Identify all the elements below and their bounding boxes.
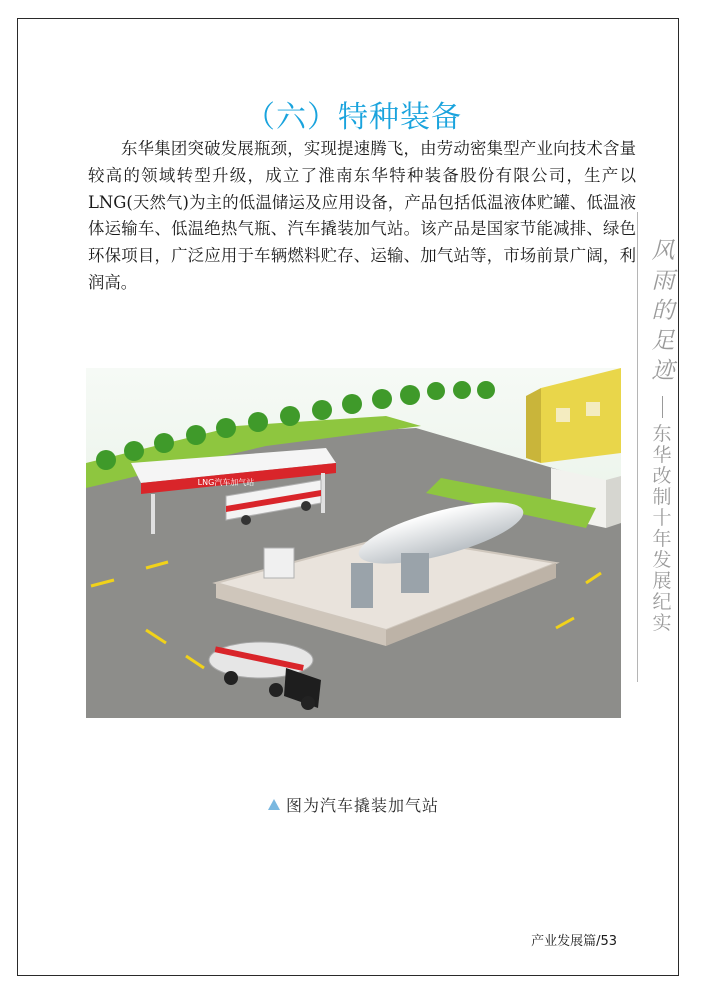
side-subtitle-char: 制 — [652, 486, 672, 508]
side-divider — [637, 212, 638, 682]
canopy-sign-text: LNG汽车加气站 — [197, 478, 255, 487]
subtitle-dash — [662, 396, 663, 418]
side-subtitle-char: 展 — [652, 570, 672, 592]
side-title-char: 的 — [651, 298, 675, 324]
page-footer: 产业发展篇/53 — [531, 934, 617, 949]
caption-text: 图为汽车撬装加气站 — [285, 796, 439, 815]
side-subtitle-char: 纪 — [652, 591, 672, 613]
illustration-svg — [86, 368, 621, 718]
side-title-char: 雨 — [651, 268, 675, 294]
side-subtitle-char: 实 — [652, 612, 672, 634]
side-subtitle — [648, 396, 676, 634]
side-subtitle-char: 年 — [652, 528, 672, 550]
figure-caption — [0, 793, 707, 816]
section-heading: （六）特种装备 — [245, 100, 462, 135]
caption-triangle-icon — [268, 799, 280, 810]
side-title-char: 风 — [651, 238, 675, 264]
side-title-char: 足 — [651, 328, 675, 354]
side-subtitle-char: 东 — [652, 423, 672, 445]
body-paragraph: 东华集团突破发展瓶颈，实现提速腾飞，由劳动密集型产业向技术含量较高的领域转型升级，成立了淮南东华特种装备股份有限公司，生产以LNG(天然气)为主的低温储运及应用设备，产品包括低温液体贮罐、低温液体运输车、低温绝热气瓶、汽车撬装加气站。该产品是国家节能减排、绿色环保项目，广泛应用于车辆燃料贮存、运输、加气站等，市场前景广阔，利润高。 — [88, 139, 636, 292]
vaporizer — [401, 553, 429, 593]
side-subtitle-char: 十 — [652, 507, 672, 529]
side-subtitle-char: 发 — [652, 549, 672, 571]
gas-station-illustration — [86, 368, 621, 718]
side-subtitle-char: 华 — [652, 444, 672, 466]
side-title-char: 迹 — [651, 358, 675, 384]
side-title-script — [643, 236, 683, 386]
vaporizer — [351, 563, 373, 608]
side-subtitle-char: 改 — [652, 465, 672, 487]
compound-gate — [264, 548, 294, 578]
